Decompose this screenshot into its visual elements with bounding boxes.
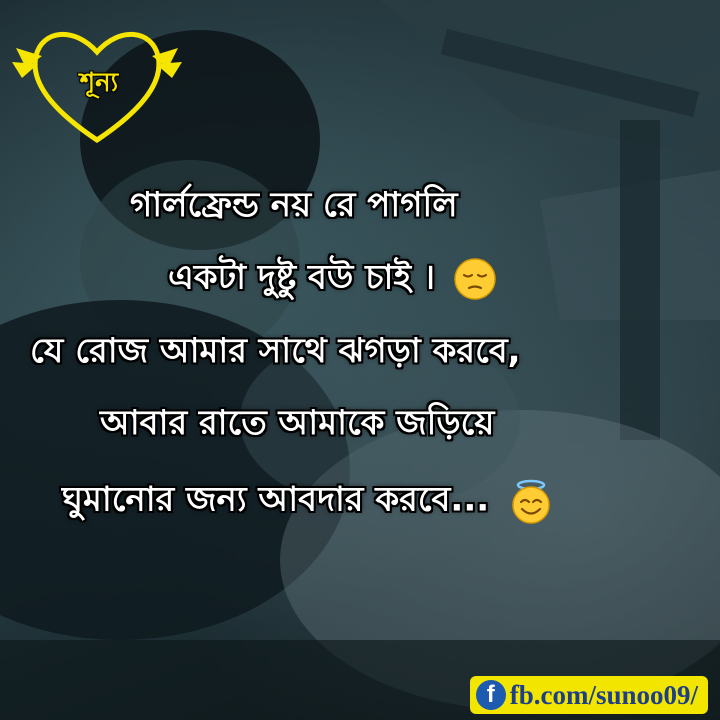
facebook-link[interactable] <box>470 676 708 714</box>
brand-logo <box>12 18 182 148</box>
poem-line <box>100 403 494 443</box>
poem-line-text: গার্লফ্রেন্ড নয় রে পাগলি <box>130 185 458 225</box>
poem-line-text: আবার রাতে আমাকে জড়িয়ে <box>100 403 495 443</box>
halo-smiling-face-icon <box>507 477 555 525</box>
poem-line-text: ঘুমানোর জন্য আবদার করবে... <box>62 479 490 520</box>
poem-line-text: যে রোজ আমার সাথে ঝগড়া করবে, <box>30 331 521 371</box>
pensive-face-icon <box>453 257 497 301</box>
poem-line <box>30 331 521 371</box>
facebook-icon: f <box>476 680 506 710</box>
logo-text: শূন্য <box>79 68 119 98</box>
facebook-link-text[interactable]: fb.com/sunoo09/ <box>509 679 698 710</box>
poem-line <box>168 257 497 301</box>
poem-line <box>62 477 555 525</box>
poem-line <box>130 185 458 225</box>
poem-line-text: একটা দুষ্টু বউ চাই । <box>168 257 436 298</box>
